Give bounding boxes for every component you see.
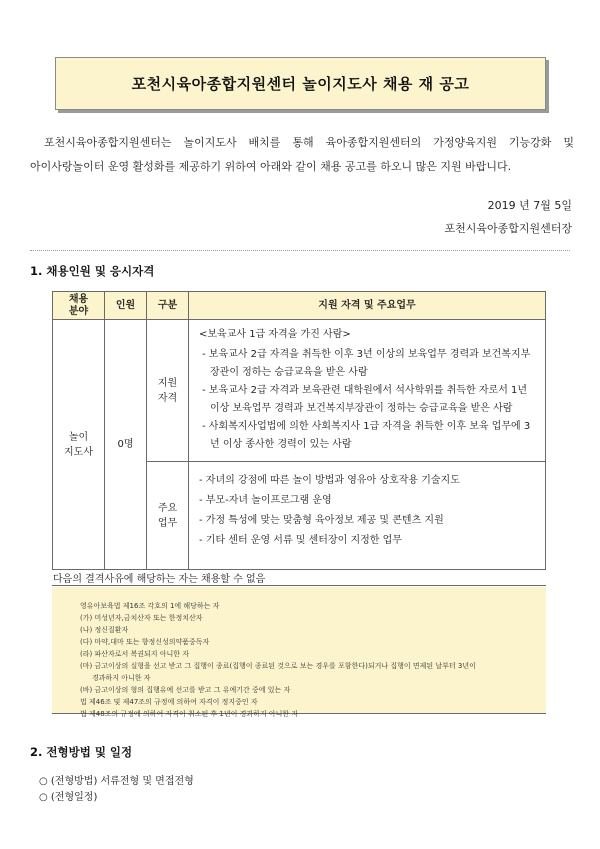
disqualification-item: 법 제46조 및 제47조의 규정에 의하여 자격이 정지중인 자 — [80, 698, 258, 706]
duty-cell — [189, 462, 546, 570]
disqualification-title: 다음의 결격사유에 해당하는 자는 채용할 수 없음 — [53, 574, 266, 585]
header-count: 인원 — [105, 292, 147, 320]
title-box — [55, 57, 546, 110]
disqualification-item: (다) 마약,대마 또는 향정신성의약품중독자 — [80, 638, 210, 646]
selection-method: ○ (전형방법) 서류전형 및 면접전형 — [39, 776, 194, 787]
duty-item: - 가정 특성에 맞는 맞춤형 육아정보 제공 및 콘텐츠 지원 — [199, 515, 444, 526]
disqualification-box — [52, 587, 546, 718]
disqualification-item: (나) 정신질환자 — [80, 626, 129, 634]
disqualification-item: (라) 파산자로서 복권되지 아니한 자 — [80, 650, 190, 658]
disqualification-item: (가) 미성년자,금치산자 또는 한정치산자 — [80, 614, 203, 622]
section-1-heading: 1. 채용인원 및 응시자격 — [30, 264, 155, 278]
qualification-item: - 보육교사 2급 자격을 취득한 이후 3년 이상의 보육업무 경력과 보건복지부장관이 정하는 승급교육을 받은 사람 — [202, 349, 531, 378]
qualification-label: 지원 자격 — [147, 320, 189, 462]
field-cell: 놀이 지도사 — [53, 320, 105, 570]
disqualification-item: 법 제48조의 규정에 의하여 자격이 취소된 후 1년이 경과하지 아니한 자 — [80, 710, 299, 718]
disqualification-item: 경과하지 아니한 자 — [92, 674, 151, 682]
section-2-heading: 2. 전형방법 및 일정 — [30, 745, 133, 759]
header-field: 채용 분야 — [53, 292, 105, 320]
header-type: 구분 — [147, 292, 189, 320]
divider — [52, 585, 546, 586]
recruitment-table — [52, 291, 546, 570]
count-cell: 0명 — [105, 320, 147, 570]
disqualification-item: (마) 금고이상의 실형을 선고 받고 그 집행이 종료(집행이 종료된 것으로 보는 경우를 포함한다)되거나 집행이 면제된 날부터 3년이 — [80, 662, 476, 670]
disqualification-item: (바) 금고이상의 형의 집행유예 선고를 받고 그 유예기간 중에 있는 자 — [80, 686, 291, 694]
duty-item: - 자녀의 강점에 따른 놀이 방법과 영유아 상호작용 기술지도 — [199, 475, 460, 486]
qualification-heading: <보육교사 1급 자격을 가진 사람> — [199, 329, 351, 340]
qualification-item: - 보육교사 2급 자격과 보육관련 대학원에서 석사학위를 취득한 자로서 1년 이상 보육업무 경력과 보건복지부장관이 정하는 승급교육을 받은 사람 — [202, 385, 528, 414]
notice-date: 2019 년 7월 5일 — [487, 199, 572, 212]
qualification-item: - 사회복지사업법에 의한 사회복지사 1급 자격을 취득한 이후 보육 업무에 3년 이상 종사한 경력이 있는 사람 — [202, 421, 531, 450]
issuing-organization: 포천시육아종합지원센터장 — [444, 222, 572, 235]
intro-paragraph: 포천시육아종합지원센터는 놀이지도사 배치를 통해 육아종합지원센터의 가정양육지원 기능강화 및 아이사랑놀이터 운영 활성화를 제공하기 위하여 아래와 같이 채용 공고를 하오니 많은 지원 바랍니다. — [30, 136, 574, 173]
qualification-cell — [189, 320, 546, 462]
duty-item: - 기타 센터 운영 서류 및 센터장이 지정한 업무 — [199, 535, 402, 546]
duty-label: 주요 업무 — [147, 462, 189, 570]
duty-item: - 부모-자녀 놀이프로그램 운영 — [199, 495, 332, 506]
page-title: 포천시육아종합지원센터 놀이지도사 채용 재 공고 — [131, 75, 470, 93]
selection-schedule: ○ (전형일정) — [39, 792, 98, 803]
disqualification-item: 영유아보육법 제16조 각호의 1에 해당하는 자 — [80, 602, 220, 610]
divider — [30, 250, 570, 251]
header-qualification: 지원 자격 및 주요업무 — [189, 292, 546, 320]
